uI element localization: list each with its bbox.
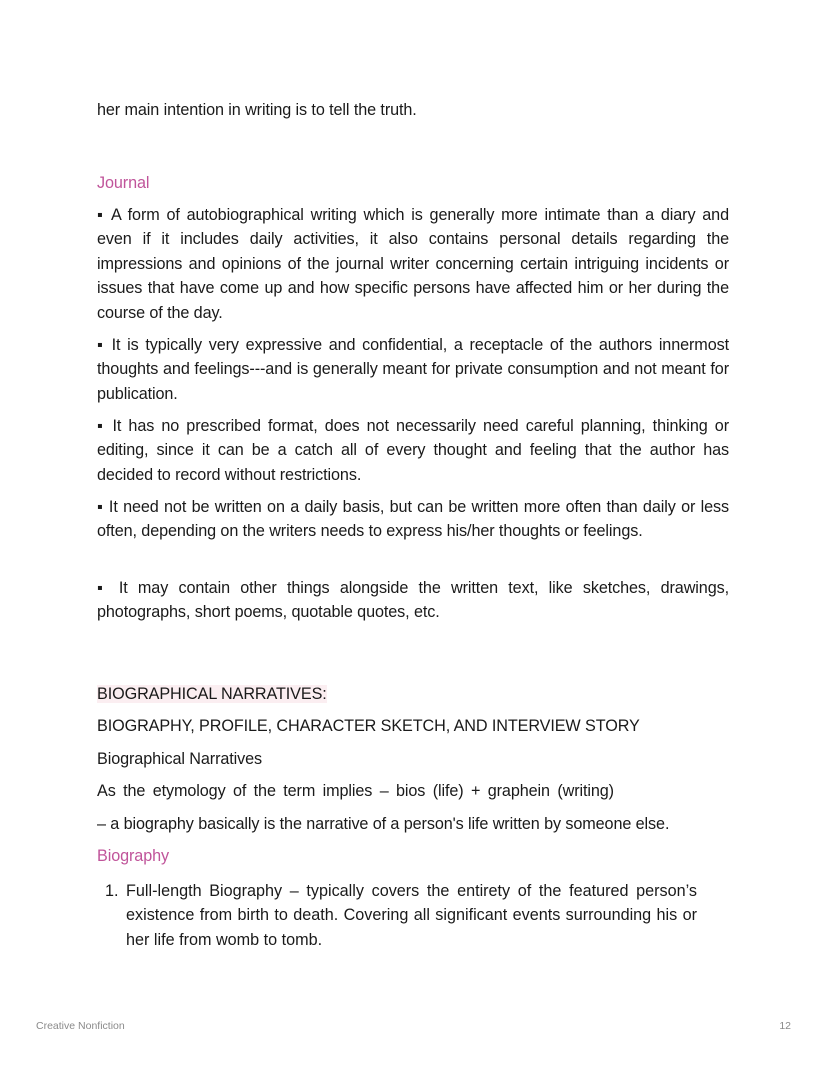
footer-document-title: Creative Nonfiction xyxy=(36,1020,125,1032)
biographical-subtitle: BIOGRAPHY, PROFILE, CHARACTER SKETCH, AND INTERVIEW STORY xyxy=(97,717,640,735)
footer-page-number: 12 xyxy=(779,1020,791,1032)
biographical-section-title-row xyxy=(97,682,729,706)
journal-bullet-2: ▪ It is typically very expressive and confidential, a receptacle of the authors innermost thoughts and feelings---and is generally meant for private consumption and not meant for publication. xyxy=(97,336,729,403)
definition-line: – a biography basically is the narrative of a person's life written by someone else. xyxy=(97,815,670,833)
biography-list-item-1 xyxy=(105,879,697,952)
journal-bullet-3: ▪ It has no prescribed format, does not necessarily need careful planning, thinking or editing, since it can be a catch all of every thought and feeling that the author has decided to record without restrictions. xyxy=(97,417,729,484)
journal-bullet-4: ▪ It need not be written on a daily basis, but can be written more often than daily or less often, depending on the writers needs to express his/her thoughts or feelings. xyxy=(97,498,729,541)
opening-line: her main intention in writing is to tell the truth. xyxy=(97,101,417,119)
etymology-line: As the etymology of the term implies – bios (life) + graphein (writing) xyxy=(97,782,614,800)
biography-heading: Biography xyxy=(97,847,169,865)
journal-bullet-1: ▪ A form of autobiographical writing which is generally more intimate than a diary and even if it includes daily activities, it also contains personal details regarding the impressions and opinions of the journal writer concerning certain intriguing incidents or issues that have come up and how specific persons have affected him or her during the course of the day. xyxy=(97,206,729,322)
biographical-label: Biographical Narratives xyxy=(97,750,263,768)
list-number: 1. xyxy=(105,882,119,900)
biographical-section-title: BIOGRAPHICAL NARRATIVES: xyxy=(97,685,327,703)
journal-bullet-5: ▪ It may contain other things alongside the written text, like sketches, drawings, photographs, short poems, quotable quotes, etc. xyxy=(97,579,729,622)
list-text: Full-length Biography – typically covers the entirety of the featured person’s existence from birth to death. Covering all significant events surrounding his or her life from womb to tomb. xyxy=(126,882,697,949)
journal-heading: Journal xyxy=(97,174,150,192)
